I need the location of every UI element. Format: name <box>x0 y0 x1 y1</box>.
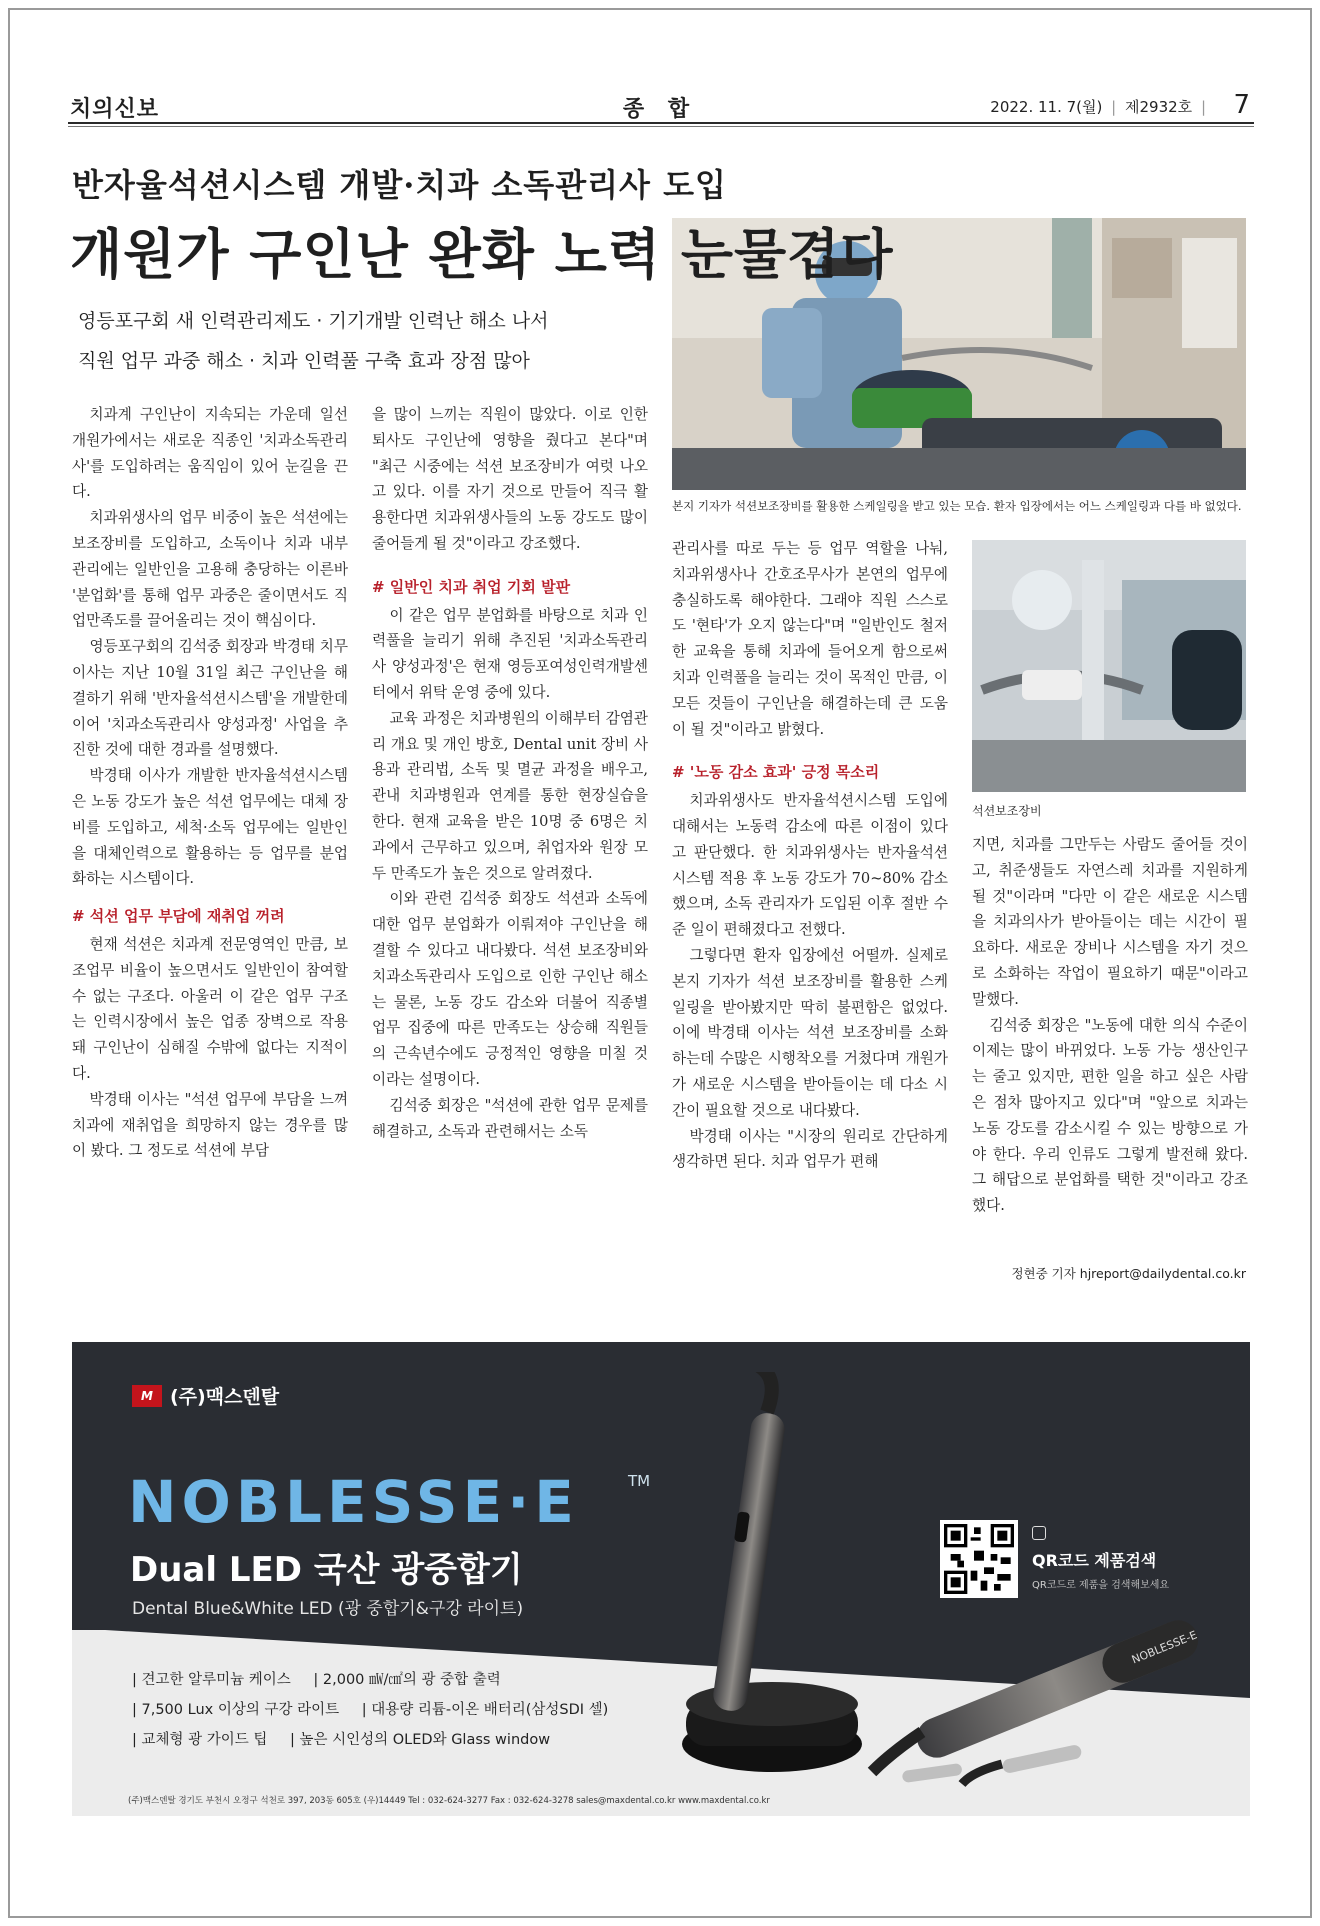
paragraph: 김석중 회장은 "노동에 대한 의식 수준이 이제는 많이 바뀌었다. 노동 가능 생산인구는 줄고 있지만, 편한 일을 하고 싶은 사람은 점차 많아지고 있다"며 "앞으로 치과는 노동 강도를 감소시킬 수 있는 방향으로 가야 한다. 우리 인류도 그렇게 발전해 왔다. 그 해답으로 분업화를 택한 것"이라고 강조했다. <box>972 1016 1248 1215</box>
paragraph: 치과위생사도 반자율석션시스템 도입에 대해서는 노동력 감소에 따른 이점이 있다고 판단했다. 한 치과위생사는 반자율석션시스템 적용 후 노동 강도가 70~80% 감소했으며, 소독 관리자가 도입된 이후 절반 수준 일이 편해졌다고 전했다. <box>672 792 948 939</box>
suction-equipment-illustration <box>972 540 1246 792</box>
paragraph: 치과계 구인난이 지속되는 가운데 일선 개원가에서는 새로운 직종인 '치과소독관리사'를 도입하려는 움직임이 있어 눈길을 끈다. <box>72 406 348 501</box>
paragraph: 박경태 이사가 개발한 반자율석션시스템은 노동 강도가 높은 석션 업무에는 대체 장비를 도입하고, 세척·소독 업무에는 일반인을 대체인력으로 활용하는 등 업무를 분업화하는 시스템이다. <box>72 767 348 888</box>
qr-label: QR코드 제품검색 <box>1032 1551 1157 1570</box>
feature-item: | 2,000 ㎽/㎠의 광 중합 출력 <box>313 1672 501 1688</box>
feature-item: | 대용량 리튬-이온 배터리(삼성SDI 셀) <box>361 1702 609 1718</box>
article-byline: 정현중 기자 hjreport@dailydental.co.kr <box>1011 1266 1246 1281</box>
paragraph: 현재 석션은 치과계 전문영역인 만큼, 보조업무 비율이 높으면서도 일반인이 참여할 수 없는 구조다. 아울러 이 같은 업무 구조는 인력시장에서 높은 업종 장벽으로 작용돼 구인난이 심해질 수밖에 없다는 지적이다. <box>72 935 348 1082</box>
suction-equipment-photo <box>972 540 1246 792</box>
paragraph: 영등포구회의 김석중 회장과 박경태 치무이사는 지난 10월 31일 최근 구인난을 해결하기 위해 '반자율석션시스템'을 개발한데 이어 '치과소독관리사 양성과정' 사업을 추진한 것에 대한 경과를 설명했다. <box>72 638 348 759</box>
ad-trademark: TM <box>628 1472 651 1490</box>
feature-item: | 견고한 알루미늄 케이스 <box>132 1672 291 1688</box>
article-deck-1: 영등포구회 새 인력관리제도 · 기기개발 인력난 해소 나서 <box>78 310 549 332</box>
ad-footer: (주)맥스덴탈 경기도 부천시 오정구 석천로 397, 203동 605호 (우)14449 Tel : 032-624-3277 Fax : 032-624-3278 sales@maxdental.co.kr www.maxdental.co.kr <box>128 1796 770 1806</box>
ad-subtitle: Dual LED 국산 광중합기 <box>130 1550 523 1590</box>
article-column-4 <box>972 832 1248 1219</box>
paragraph: 이와 관련 김석중 회장도 석션과 소독에 대한 업무 분업화가 이뤄져야 구인난을 해결할 수 있다고 내다봤다. 석션 보조장비와 치과소독관리사 도입으로 인한 구인난 해소는 물론, 노동 강도 감소와 더불어 직종별 업무 집중에 따른 만족도는 상승해 직원들의 근속년수에도 긍정적인 영향을 미칠 것이라는 설명이다. <box>372 890 648 1088</box>
ad-brand <box>132 1382 279 1409</box>
suction-equipment-caption: 석션보조장비 <box>972 804 1042 818</box>
paragraph: 지면, 치과를 그만두는 사람도 줄어들 것이고, 취준생들도 자연스레 치과를 지원하게 될 것"이라며 "다만 이 같은 새로운 시스템을 치과의사가 받아들이는 데는 시간이 필요하다. 새로운 장비나 시스템을 자기 것으로 소화하는 작업이 필요하기 때문"이라고 말했다. <box>972 836 1248 1008</box>
advertisement <box>72 1342 1250 1816</box>
article-headline: 개원가 구인난 완화 노력 눈물겹다 <box>70 223 894 286</box>
ad-product-title: NOBLESSE·E <box>128 1468 579 1536</box>
ad-features-row-3 <box>132 1728 568 1749</box>
page-number: 7 <box>1233 90 1250 120</box>
ad-brand-name: (주)맥스덴탈 <box>170 1386 280 1408</box>
feature-item: | 7,500 Lux 이상의 구강 라이트 <box>132 1702 340 1718</box>
feature-item: | 높은 시인성의 OLED와 Glass window <box>290 1732 551 1748</box>
paragraph: 박경태 이사는 "시장의 원리로 간단하게 생각하면 된다. 치과 업무가 편해 <box>672 1127 948 1171</box>
paragraph: 교육 과정은 치과병원의 이해부터 감염관리 개요 및 개인 방호, Dental unit 장비 사용과 관리법, 소독 및 멸균 과정을 배우고, 관내 치과병원과 연계를 통한 현장실습을 한다. 현재 교육을 받은 10명 중 6명은 치과에서 근무하고 있으며, 취업자와 원장 모두 만족도가 높은 것으로 알려졌다. <box>372 709 648 882</box>
header-rule-thin <box>68 126 1254 127</box>
qr-sublabel: QR코드로 제품을 검색해보세요 <box>1032 1580 1170 1591</box>
header-rule <box>68 122 1254 124</box>
issue-number: 제2932호 <box>1125 98 1193 116</box>
subheading: # '노동 감소 효과' 긍정 목소리 <box>672 763 880 782</box>
paragraph: 박경태 이사는 "석션 업무에 부담을 느껴 치과에 재취업을 희망하지 않는 경우를 많이 봤다. 그 정도로 석션에 부담 <box>72 1090 348 1160</box>
paragraph: 그렇다면 환자 입장에선 어떨까. 실제로 본지 기자가 석션 보조장비를 활용한 스케일링을 받아봤지만 딱히 불편함은 없었다. 이에 박경태 이사는 석션 보조장비를 소화하는데 수많은 시행착오를 거쳤다며 개원가가 새로운 시스템을 받아들이는 데 다소 시간이 필요할 것으로 내다봤다. <box>672 946 948 1119</box>
dateline: 2022. 11. 7(월) | 제2932호 | <box>990 98 1206 116</box>
curing-light-product-illustration <box>672 1372 1232 1792</box>
issue-date: 2022. 11. 7(월) <box>990 98 1103 116</box>
paragraph: 을 많이 느끼는 직원이 많았다. 이로 인한 퇴사도 구인난에 영향을 줬다고 본다"며 "최근 시중에는 석션 보조장비가 여럿 나오고 있다. 이를 자기 것으로 만들어 직극 활용한다면 치과위생사들의 노동 강도도 많이 줄어들게 될 것"이라고 강조했다. <box>372 406 648 552</box>
subheading: # 일반인 치과 취업 기회 발판 <box>372 577 571 596</box>
newspaper-masthead: 치의신보 <box>70 97 160 122</box>
paragraph: 치과위생사의 업무 비중이 높은 석션에는 보조장비를 도입하고, 소독이나 치과 내부 관리에는 일반인을 고용해 충당하는 이른바 '분업화'를 통해 업무 과중은 줄이면서도 직업만족도를 끌어올리는 것이 핵심이다. <box>72 509 348 630</box>
scaling-photo-caption: 본지 기자가 석션보조장비를 활용한 스케일링을 받고 있는 모습. 환자 입장에서는 어느 스케일링과 다를 바 없었다. <box>672 499 1242 513</box>
article-kicker: 반자율석션시스템 개발·치과 소독관리사 도입 <box>72 166 727 204</box>
subheading: # 석션 업무 부담에 재취업 꺼려 <box>72 907 285 926</box>
article-column-2 <box>372 402 648 1144</box>
section-label: 종 합 <box>622 97 698 122</box>
ad-subtitle-2: Dental Blue&White LED (광 중합기&구강 라이트) <box>132 1599 524 1619</box>
maxdental-logo-icon: M <box>132 1385 162 1407</box>
ad-features-row-1 <box>132 1668 519 1689</box>
article-column-1 <box>72 402 348 1164</box>
paragraph: 이 같은 업무 분업화를 바탕으로 치과 인력풀을 늘리기 위해 추진된 '치과소독관리사 양성과정'은 현재 영등포여성인력개발센터에서 위탁 운영 중에 있다. <box>372 606 648 701</box>
article-deck-2: 직원 업무 과중 해소 · 치과 인력풀 구축 효과 장점 많아 <box>78 350 530 372</box>
paragraph: 김석중 회장은 "석션에 관한 업무 문제를 해결하고, 소독과 관련해서는 소독 <box>372 1096 648 1140</box>
paragraph: 관리사를 따로 두는 등 업무 역할을 나눠, 치과위생사나 간호조무사가 본연의 업무에 충실하도록 해야한다. 그래야 직원 스스로도 '현타'가 오지 않는다"며 "일반인도 철저한 교육을 통해 치과에 들어오게 함으로써 치과 인력풀을 늘리는 것이 목적인 만큼, 이 모든 것들이 구인난을 해결하는데 큰 도움이 될 것"이라고 밝혔다. <box>672 540 948 738</box>
article-column-3 <box>672 536 948 1175</box>
feature-item: | 교체형 광 가이드 팁 <box>132 1732 268 1748</box>
ad-features-row-2 <box>132 1698 626 1719</box>
product-label: NOBLESSE-E <box>1129 1628 1200 1667</box>
